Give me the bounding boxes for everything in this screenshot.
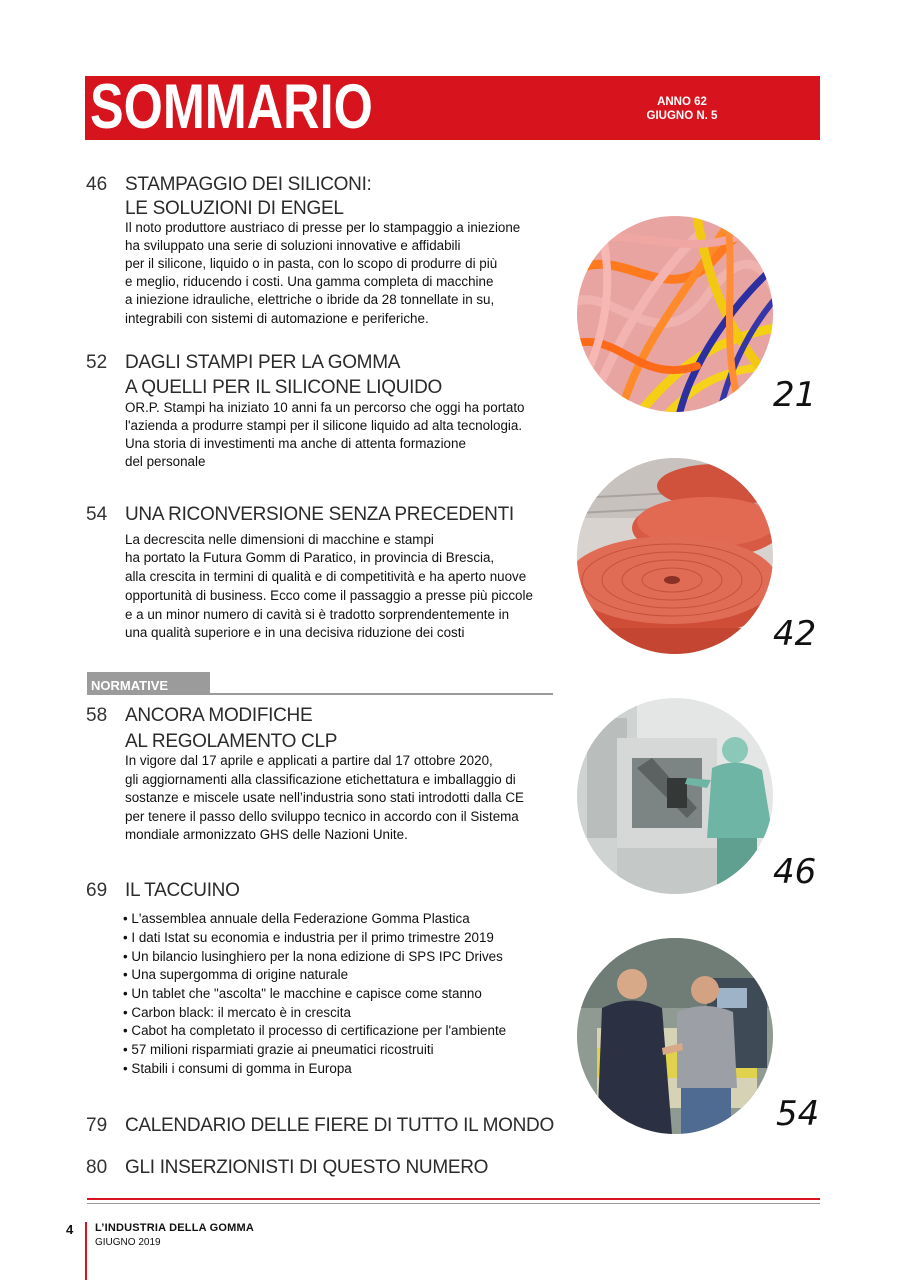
article-description-line: e a un minor numero di cavità si è tradotto sorprendentemente in: [125, 607, 510, 622]
article-page-number[interactable]: 58: [86, 705, 108, 726]
article-heading[interactable]: LE SOLUZIONI DI ENGEL: [125, 198, 344, 219]
footer-rule-grey: [87, 1203, 820, 1204]
issue-date: GIUGNO 2019: [95, 1237, 161, 1248]
article-description-line: opportunità di business. Ecco come il passaggio a presse più piccole: [125, 588, 533, 603]
footer-rule-red: [87, 1198, 820, 1200]
article-description-line: integrabili con sistemi di automazione e periferiche.: [125, 311, 429, 326]
article-description-line: e meglio, riducendo i costi. Una gamma completa di macchine: [125, 274, 494, 289]
article-description-line: OR.P. Stampi ha iniziato 10 anni fa un percorso che oggi ha portato: [125, 400, 525, 415]
photo-page-ref: 46: [773, 852, 817, 892]
article-description-line: sostanze e miscele usate nell’industria sono stati introdotti dalla CE: [125, 790, 524, 805]
issue-month: GIUGNO N. 5: [646, 110, 718, 122]
article-page-number[interactable]: 52: [86, 352, 108, 373]
article-heading[interactable]: IL TACCUINO: [125, 880, 240, 901]
article-description-line: In vigore dal 17 aprile e applicati a partire dal 17 ottobre 2020,: [125, 753, 493, 768]
page-title: SOMMARIO: [90, 72, 373, 142]
list-item: • Carbon black: il mercato è in crescita: [123, 1005, 351, 1020]
article-description-line: del personale: [125, 454, 206, 469]
article-heading[interactable]: ANCORA MODIFICHE: [125, 705, 313, 726]
article-heading[interactable]: AL REGOLAMENTO CLP: [125, 731, 338, 752]
article-heading[interactable]: STAMPAGGIO DEI SILICONI:: [125, 174, 372, 195]
article-description-line: mondiale armonizzato GHS delle Nazioni Unite.: [125, 827, 408, 842]
list-item: • Un bilancio lusinghiero per la nona edizione di SPS IPC Drives: [123, 949, 503, 964]
magazine-name: L’INDUSTRIA DELLA GOMMA: [95, 1222, 254, 1234]
article-description-line: Il noto produttore austriaco di presse per lo stampaggio a iniezione: [125, 220, 521, 235]
article-description-line: ha sviluppato una serie di soluzioni innovative e affidabili: [125, 238, 461, 253]
list-item: • Una supergomma di origine naturale: [123, 967, 349, 982]
article-heading[interactable]: A QUELLI PER IL SILICONE LIQUIDO: [125, 377, 443, 398]
machine-operator-photo: [577, 698, 773, 894]
article-page-number[interactable]: 46: [86, 174, 108, 195]
list-item: • Un tablet che "ascolta" le macchine e capisce come stanno: [123, 986, 482, 1001]
article-description-line: La decrescita nelle dimensioni di macchine e stampi: [125, 532, 434, 547]
article-description-line: l'azienda a produrre stampi per il silicone liquido ad alta tecnologia.: [125, 418, 523, 433]
handshake-photo: [577, 938, 773, 1134]
list-item: • Cabot ha completato il processo di certificazione per l'ambiente: [123, 1023, 507, 1038]
section-divider: [87, 693, 553, 695]
article-page-number[interactable]: 69: [86, 880, 108, 901]
silicone-cords-photo: [577, 216, 773, 412]
article-description-line: ha portato la Futura Gomm di Paratico, in provincia di Brescia,: [125, 550, 495, 565]
article-description-line: una qualità superiore e in una decisiva riduzione dei costi: [125, 625, 465, 640]
photo-page-ref: 42: [773, 614, 817, 654]
issue-year: ANNO 62: [657, 96, 707, 108]
article-page-number[interactable]: 80: [86, 1157, 108, 1178]
photo-page-ref: 54: [776, 1094, 820, 1134]
article-description-line: alla crescita in termini di qualità e di competitività e ha aperto nuove: [125, 569, 527, 584]
page-number: 4: [66, 1222, 74, 1237]
article-description-line: per il silicone, liquido o in pasta, con lo scopo di produrre di più: [125, 256, 498, 271]
article-page-number[interactable]: 54: [86, 504, 108, 525]
article-heading[interactable]: UNA RICONVERSIONE SENZA PRECEDENTI: [125, 504, 514, 525]
footer-divider: [85, 1222, 87, 1280]
article-description-line: per tenere il passo dello sviluppo tecnico in accordo con il Sistema: [125, 809, 519, 824]
article-page-number[interactable]: 79: [86, 1115, 108, 1136]
article-description-line: gli aggiornamenti alla classificazione etichettatura e imballaggio di: [125, 772, 516, 787]
list-item: • 57 milioni risparmiati grazie ai pneumatici ricostruiti: [123, 1042, 434, 1057]
article-heading[interactable]: DAGLI STAMPI PER LA GOMMA: [125, 352, 401, 373]
article-heading[interactable]: GLI INSERZIONISTI DI QUESTO NUMERO: [125, 1157, 489, 1178]
article-description-line: Una storia di investimenti ma anche di attenta formazione: [125, 436, 466, 451]
photo-page-ref: 21: [773, 375, 817, 415]
list-item: • L'assemblea annuale della Federazione Gomma Plastica: [123, 911, 470, 926]
article-description-line: a iniezione idrauliche, elettriche o ibride da 28 tonnellate in su,: [125, 292, 495, 307]
list-item: • Stabili i consumi di gomma in Europa: [123, 1061, 352, 1076]
list-item: • I dati Istat su economia e industria per il primo trimestre 2019: [123, 930, 494, 945]
section-tag-label: NORMATIVE: [91, 678, 169, 693]
silicone-discs-photo: [577, 458, 773, 654]
article-heading[interactable]: CALENDARIO DELLE FIERE DI TUTTO IL MONDO: [125, 1115, 554, 1136]
